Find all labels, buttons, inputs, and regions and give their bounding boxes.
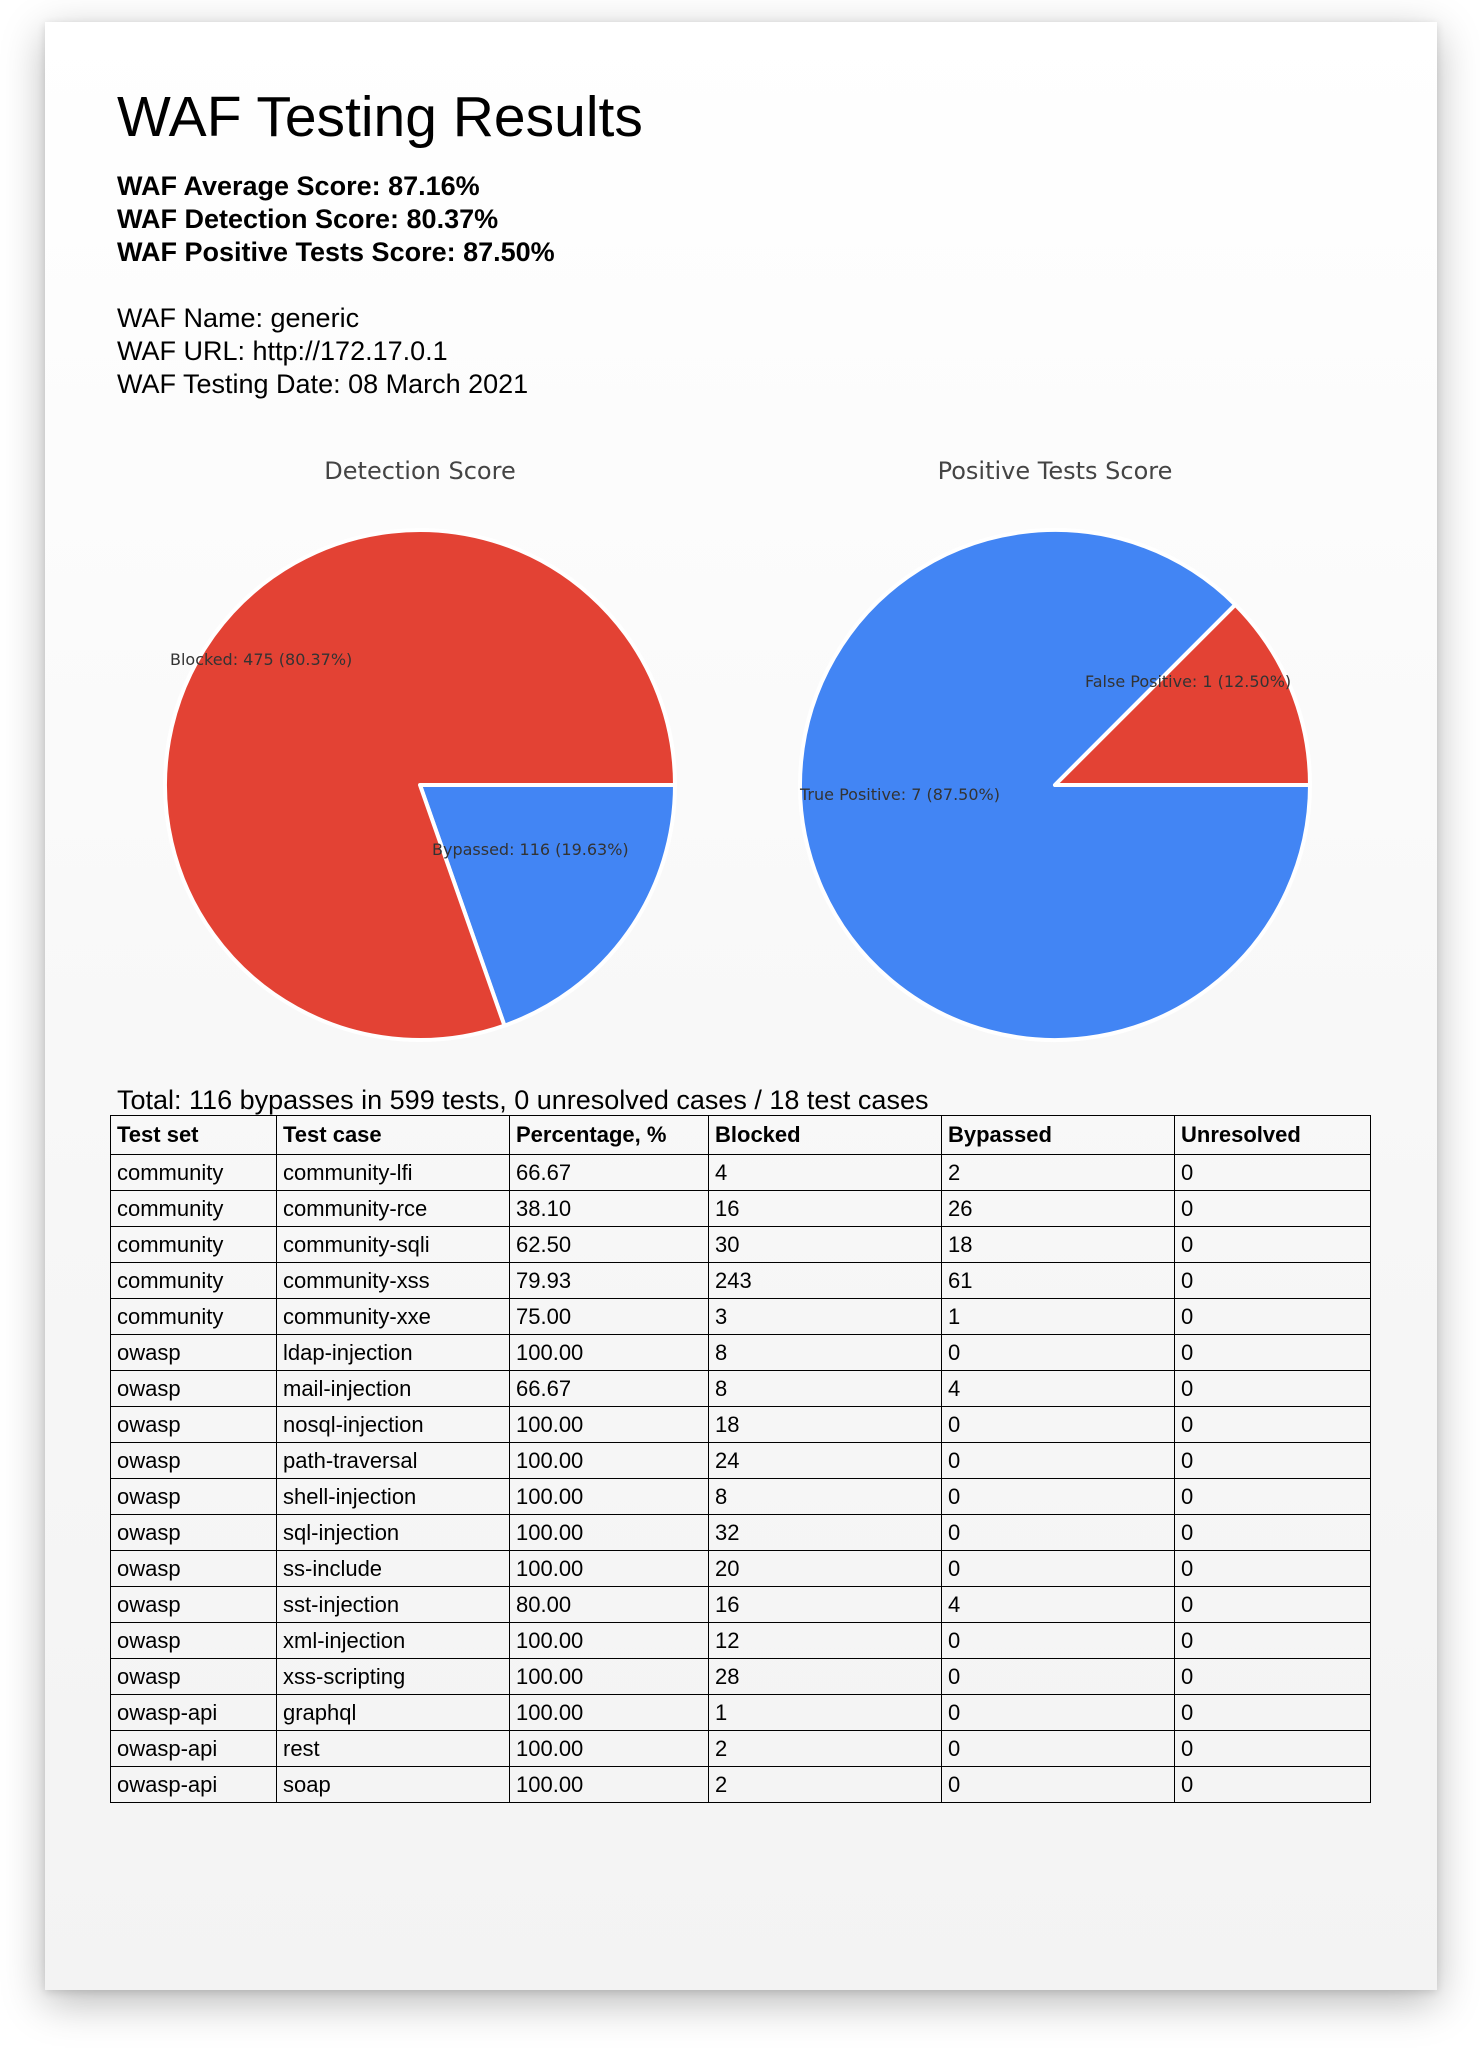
cell-test-case: shell-injection xyxy=(277,1479,510,1515)
table-row xyxy=(111,1695,1371,1731)
cell-blocked: 24 xyxy=(709,1443,942,1479)
slice-label: False Positive: 1 (12.50%) xyxy=(1085,672,1292,691)
cell-test-case: ss-include xyxy=(277,1551,510,1587)
cell-bypassed: 2 xyxy=(942,1155,1175,1191)
cell-percentage: 66.67 xyxy=(510,1155,709,1191)
cell-test-case: sql-injection xyxy=(277,1515,510,1551)
cell-unresolved: 0 xyxy=(1175,1587,1371,1623)
cell-blocked: 20 xyxy=(709,1551,942,1587)
cell-test-case: community-rce xyxy=(277,1191,510,1227)
table-row xyxy=(111,1263,1371,1299)
header-percentage: Percentage, % xyxy=(510,1116,709,1155)
cell-blocked: 1 xyxy=(709,1695,942,1731)
results-table-body xyxy=(111,1155,1371,1803)
cell-unresolved: 0 xyxy=(1175,1479,1371,1515)
cell-percentage: 80.00 xyxy=(510,1587,709,1623)
header-test-set: Test set xyxy=(111,1116,277,1155)
cell-unresolved: 0 xyxy=(1175,1515,1371,1551)
cell-test-set: community xyxy=(111,1191,277,1227)
cell-unresolved: 0 xyxy=(1175,1263,1371,1299)
cell-blocked: 3 xyxy=(709,1299,942,1335)
cell-bypassed: 0 xyxy=(942,1515,1175,1551)
cell-test-case: sst-injection xyxy=(277,1587,510,1623)
chart-title: Positive Tests Score xyxy=(937,457,1173,485)
pie-chart-svg xyxy=(775,452,1335,1052)
waf-url: WAF URL: http://172.17.0.1 xyxy=(117,336,448,366)
cell-test-case: graphql xyxy=(277,1695,510,1731)
detection-score-chart xyxy=(140,452,700,1052)
cell-test-set: owasp-api xyxy=(111,1695,277,1731)
waf-testing-date: WAF Testing Date: 08 March 2021 xyxy=(117,369,529,399)
cell-test-set: community xyxy=(111,1263,277,1299)
table-row xyxy=(111,1731,1371,1767)
cell-test-set: owasp xyxy=(111,1335,277,1371)
total-summary: Total: 116 bypasses in 599 tests, 0 unresolved cases / 18 test cases xyxy=(117,1085,929,1115)
cell-bypassed: 0 xyxy=(942,1659,1175,1695)
cell-unresolved: 0 xyxy=(1175,1191,1371,1227)
table-row xyxy=(111,1155,1371,1191)
header-blocked: Blocked xyxy=(709,1116,942,1155)
cell-test-set: owasp xyxy=(111,1407,277,1443)
cell-percentage: 100.00 xyxy=(510,1659,709,1695)
table-row xyxy=(111,1407,1371,1443)
cell-unresolved: 0 xyxy=(1175,1155,1371,1191)
cell-test-case: community-lfi xyxy=(277,1155,510,1191)
cell-percentage: 100.00 xyxy=(510,1551,709,1587)
pie-chart-svg xyxy=(140,452,700,1052)
table-row xyxy=(111,1767,1371,1803)
cell-percentage: 100.00 xyxy=(510,1515,709,1551)
cell-unresolved: 0 xyxy=(1175,1767,1371,1803)
cell-test-case: xss-scripting xyxy=(277,1659,510,1695)
slice-label: Blocked: 475 (80.37%) xyxy=(170,650,353,669)
cell-bypassed: 1 xyxy=(942,1299,1175,1335)
cell-bypassed: 0 xyxy=(942,1731,1175,1767)
cell-test-case: community-xxe xyxy=(277,1299,510,1335)
cell-bypassed: 0 xyxy=(942,1335,1175,1371)
cell-test-case: xml-injection xyxy=(277,1623,510,1659)
cell-test-case: mail-injection xyxy=(277,1371,510,1407)
cell-test-case: soap xyxy=(277,1767,510,1803)
cell-bypassed: 0 xyxy=(942,1551,1175,1587)
page-title: WAF Testing Results xyxy=(117,85,643,149)
chart-title: Detection Score xyxy=(324,457,516,485)
cell-test-set: owasp xyxy=(111,1659,277,1695)
cell-percentage: 100.00 xyxy=(510,1407,709,1443)
cell-unresolved: 0 xyxy=(1175,1371,1371,1407)
cell-unresolved: 0 xyxy=(1175,1299,1371,1335)
slice-label: True Positive: 7 (87.50%) xyxy=(800,785,1000,804)
header-bypassed: Bypassed xyxy=(942,1116,1175,1155)
cell-unresolved: 0 xyxy=(1175,1695,1371,1731)
cell-unresolved: 0 xyxy=(1175,1443,1371,1479)
table-row xyxy=(111,1659,1371,1695)
cell-percentage: 100.00 xyxy=(510,1767,709,1803)
waf-info xyxy=(117,302,528,401)
cell-test-set: community xyxy=(111,1227,277,1263)
cell-test-set: owasp xyxy=(111,1371,277,1407)
cell-unresolved: 0 xyxy=(1175,1731,1371,1767)
header-unresolved: Unresolved xyxy=(1175,1116,1371,1155)
table-row xyxy=(111,1299,1371,1335)
cell-bypassed: 0 xyxy=(942,1479,1175,1515)
positive-tests-score-chart xyxy=(775,452,1335,1052)
cell-blocked: 28 xyxy=(709,1659,942,1695)
table-header-row xyxy=(111,1116,1371,1155)
cell-blocked: 16 xyxy=(709,1587,942,1623)
cell-unresolved: 0 xyxy=(1175,1623,1371,1659)
cell-bypassed: 26 xyxy=(942,1191,1175,1227)
cell-percentage: 38.10 xyxy=(510,1191,709,1227)
cell-test-case: community-xss xyxy=(277,1263,510,1299)
cell-blocked: 18 xyxy=(709,1407,942,1443)
cell-test-set: owasp xyxy=(111,1515,277,1551)
cell-blocked: 8 xyxy=(709,1335,942,1371)
cell-unresolved: 0 xyxy=(1175,1227,1371,1263)
cell-test-case: ldap-injection xyxy=(277,1335,510,1371)
cell-bypassed: 18 xyxy=(942,1227,1175,1263)
table-row xyxy=(111,1587,1371,1623)
cell-test-case: nosql-injection xyxy=(277,1407,510,1443)
cell-blocked: 32 xyxy=(709,1515,942,1551)
cell-blocked: 2 xyxy=(709,1731,942,1767)
cell-unresolved: 0 xyxy=(1175,1407,1371,1443)
cell-blocked: 30 xyxy=(709,1227,942,1263)
table-row xyxy=(111,1551,1371,1587)
cell-blocked: 8 xyxy=(709,1371,942,1407)
cell-blocked: 2 xyxy=(709,1767,942,1803)
cell-test-set: owasp-api xyxy=(111,1731,277,1767)
score-summary xyxy=(117,170,555,269)
table-row xyxy=(111,1227,1371,1263)
table-row xyxy=(111,1371,1371,1407)
cell-test-set: owasp xyxy=(111,1551,277,1587)
cell-bypassed: 0 xyxy=(942,1443,1175,1479)
cell-percentage: 100.00 xyxy=(510,1623,709,1659)
cell-bypassed: 0 xyxy=(942,1407,1175,1443)
cell-percentage: 100.00 xyxy=(510,1695,709,1731)
cell-test-set: community xyxy=(111,1299,277,1335)
cell-blocked: 8 xyxy=(709,1479,942,1515)
cell-blocked: 16 xyxy=(709,1191,942,1227)
cell-unresolved: 0 xyxy=(1175,1551,1371,1587)
cell-test-set: community xyxy=(111,1155,277,1191)
cell-test-set: owasp-api xyxy=(111,1767,277,1803)
cell-unresolved: 0 xyxy=(1175,1335,1371,1371)
cell-bypassed: 0 xyxy=(942,1767,1175,1803)
cell-test-case: rest xyxy=(277,1731,510,1767)
cell-percentage: 75.00 xyxy=(510,1299,709,1335)
positive-tests-score: WAF Positive Tests Score: 87.50% xyxy=(117,237,555,267)
cell-percentage: 100.00 xyxy=(510,1479,709,1515)
cell-percentage: 100.00 xyxy=(510,1443,709,1479)
cell-bypassed: 4 xyxy=(942,1587,1175,1623)
cell-percentage: 100.00 xyxy=(510,1335,709,1371)
cell-test-case: path-traversal xyxy=(277,1443,510,1479)
cell-test-set: owasp xyxy=(111,1623,277,1659)
cell-blocked: 4 xyxy=(709,1155,942,1191)
cell-percentage: 62.50 xyxy=(510,1227,709,1263)
cell-blocked: 243 xyxy=(709,1263,942,1299)
table-row xyxy=(111,1515,1371,1551)
cell-bypassed: 4 xyxy=(942,1371,1175,1407)
cell-blocked: 12 xyxy=(709,1623,942,1659)
cell-unresolved: 0 xyxy=(1175,1659,1371,1695)
cell-bypassed: 0 xyxy=(942,1623,1175,1659)
header-test-case: Test case xyxy=(277,1116,510,1155)
cell-test-set: owasp xyxy=(111,1443,277,1479)
table-row xyxy=(111,1191,1371,1227)
cell-bypassed: 61 xyxy=(942,1263,1175,1299)
cell-test-set: owasp xyxy=(111,1587,277,1623)
cell-percentage: 66.67 xyxy=(510,1371,709,1407)
detection-score: WAF Detection Score: 80.37% xyxy=(117,204,499,234)
table-row xyxy=(111,1623,1371,1659)
cell-percentage: 79.93 xyxy=(510,1263,709,1299)
cell-test-set: owasp xyxy=(111,1479,277,1515)
slice-label: Bypassed: 116 (19.63%) xyxy=(432,840,629,859)
table-row xyxy=(111,1443,1371,1479)
report-page xyxy=(45,22,1437,1990)
cell-test-case: community-sqli xyxy=(277,1227,510,1263)
average-score: WAF Average Score: 87.16% xyxy=(117,171,480,201)
waf-name: WAF Name: generic xyxy=(117,303,360,333)
table-row xyxy=(111,1335,1371,1371)
table-row xyxy=(111,1479,1371,1515)
cell-percentage: 100.00 xyxy=(510,1731,709,1767)
cell-bypassed: 0 xyxy=(942,1695,1175,1731)
results-table xyxy=(110,1115,1371,1803)
